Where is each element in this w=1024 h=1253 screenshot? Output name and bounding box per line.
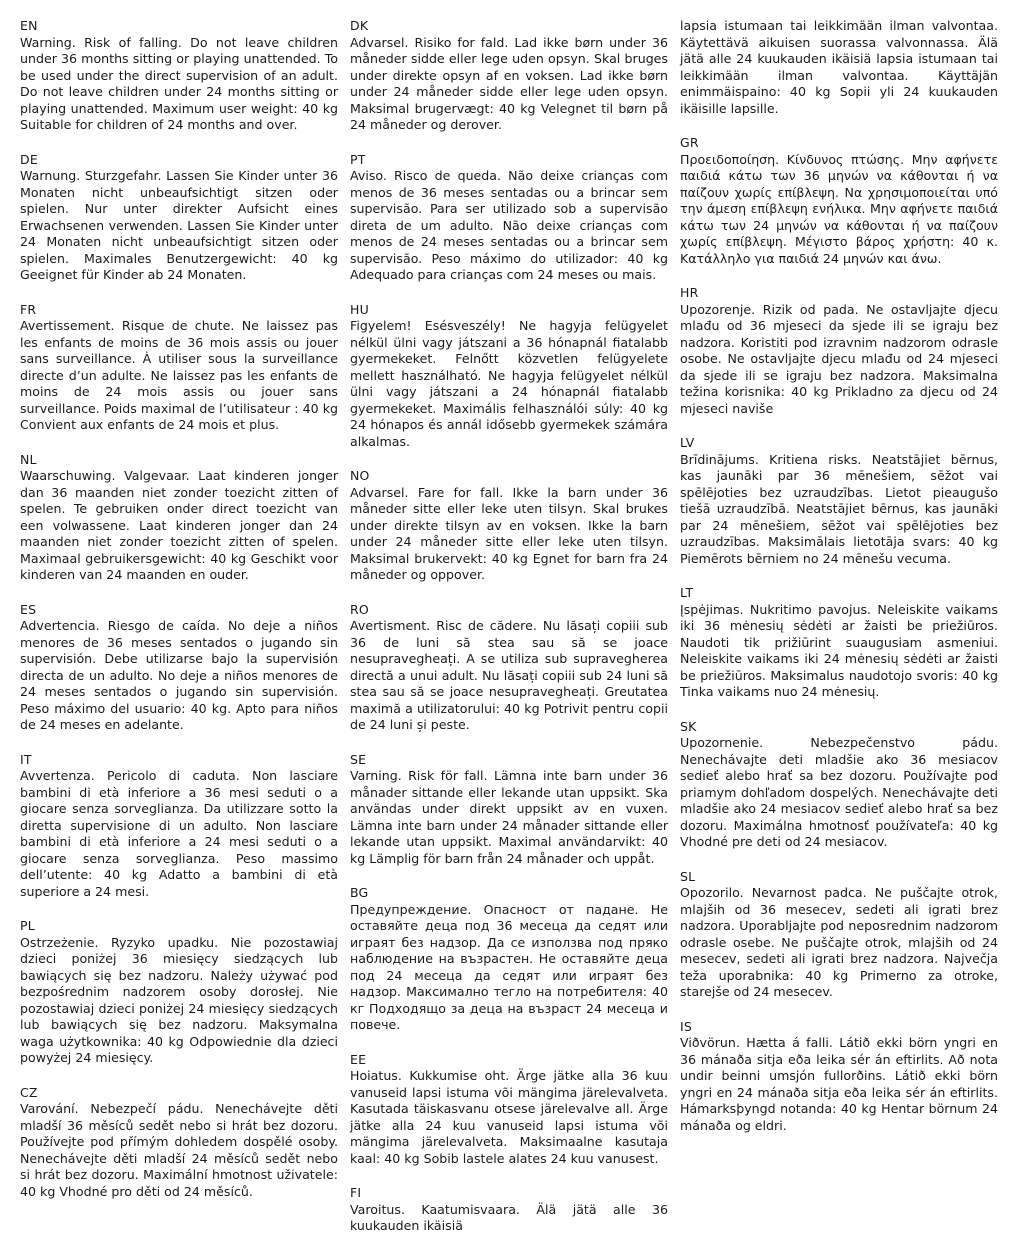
language-code: NO [350,468,370,483]
warning-text: Viðvörun. Hætta á falli. Látið ekki börn yngri en 36 mánaða sitja eða leika sér án eftirlits. Að nota undir beinni umsjón fullorðins. Látið ekki börn yngri en 24 mánaða sitja eða leika sér án eftirlits. Hámarksþyngd notanda: 40 kg Hentar börnum 24 mánaða og eldri. [680,1035,998,1133]
warning-text: Advarsel. Risiko for fald. Lad ikke børn under 36 måneder sidde eller lege uden opsyn. Skal bruges under direkte opsyn af en voksen. Lad ikke børn under 24 måneder sidde eller lege uden opsyn. Maksimal brugervægt: 40 kg Velegnet til børn på 24 måneder og derover. [350,34,668,132]
language-code: IS [680,1018,693,1034]
warning-text: Figyelem! Esésveszély! Ne hagyja felügyelet nélkül ülni vagy játszani a 36 hónapnál fiatalabb gyermekeket. Felnőtt közvetlen felügyelete mellett használható. Ne hagyja felügyelet nélkül ülni vagy játszani a 24 hónapnál fiatalabb gyermekeket. Maximális felhasználói súly: 40 kg 24 hónapos és annál idősebb gyermekek számára alkalmas. [350,318,668,449]
warning-text: Ostrzeżenie. Ryzyko upadku. Nie pozostawiaj dzieci poniżej 36 miesięcy siedzących lub bawiących się bez nadzoru. Należy używać pod bezpośrednim nadzorem osoby dorosłej. Nie pozostawiaj dzieci poniżej 24 miesięcy siedzących lub bawiących się bez nadzoru. Maksymalna waga użytkownika: 40 kg Odpowiednie dla dzieci powyżej 24 miesięcy. [20,934,338,1065]
language-code: LT [680,585,694,600]
language-code: LV [680,435,695,450]
warning-text: Hoiatus. Kukkumise oht. Ärge jätke alla 36 kuu vanuseid lapsi istuma või mängima järelevalveta. Kasutada täiskasvanu otsese järelevalve all. Ärge jätke alla 24 kuu vanuseid lapsi istuma või mängima järelevalveta. Maksimaalne kasutaja kaal: 40 kg Sobib lastele alates 24 kuu vanusest. [350,1068,668,1166]
language-code: BG [350,885,369,900]
language-code: EE [350,1051,367,1067]
warning-block-hr [680,285,998,417]
warning-block-pl [20,918,338,1067]
warning-text: Varoitus. Kaatumisvaara. Älä jätä alle 36 kuukauden ikäisiä [350,1201,668,1233]
warning-block-it [20,752,338,901]
warning-block-hu [350,302,668,451]
language-code: FR [20,301,37,317]
language-code: CZ [20,1084,38,1100]
language-code: ES [20,601,37,617]
language-code: DK [350,18,369,33]
warning-text: Opozorilo. Nevarnost padca. Ne puščajte otrok, mlajših od 36 mesecev, sedeti ali igrati brez nadzora. Uporabljajte pod neposrednim nadzorom odrasle osebe. Ne puščajte otrok, mlajših od 24 mesecev, sedeti ali igrati brez nadzora. Največja teža uporabnika: 40 kg Primerno za otroke, starejše od 24 mesecev. [680,885,998,999]
language-code: PL [20,918,35,933]
warning-text: Предупреждение. Опасност от падане. Не оставяйте деца под 36 месеца да седят или играят без надзор. Да се използва под пряко наблюдение на възрастен. Не оставяйте деца под 24 месеца да седят или играят без надзор. Максимално тегло на потребителя: 40 кг Подходящо за деца на възраст 24 месеца и повече. [350,901,668,1032]
warning-block-sk [680,719,998,851]
language-code: SK [680,718,697,734]
warning-text: Advertencia. Riesgo de caída. No deje a niños menores de 36 meses sentados o jugando sin supervisión. Debe utilizarse bajo la supervisión directa de un adulto. No deje a niños menores de 24 meses sentados o jugando sin supervisión. Peso máximo del usuario: 40 kg. Apto para niños de 24 meses en adelante. [20,618,338,732]
warning-block-no [350,468,668,584]
warning-text: Avertissement. Risque de chute. Ne laissez pas les enfants de moins de 36 mois assis ou jouer sans surveillance. À utiliser sous la surveillance directe d’un adulte. Ne laissez pas les enfants de moins de 24 mois assis ou jouer sans surveillance. Poids maximal de l’utilisateur : 40 kg Convient aux enfants de 24 mois et plus. [20,318,338,432]
warning-block-is [680,1019,998,1135]
warning-text: Advarsel. Fare for fall. Ikke la barn under 36 måneder sitte eller leke uten tilsyn. Skal brukes under direkte tilsyn av en voksen. Ikke la barn under 24 måneder sitte eller leke uten tilsyn. Maksimal brukervekt: 40 kg Egnet for barn fra 24 måneder og oppover. [350,484,668,582]
warning-text: Avertisment. Risc de cădere. Nu lăsați copiii sub 36 de luni să stea sau să se joace nesupravegheați. A se utiliza sub supravegherea directă a unui adult. Nu lăsați copiii sub 24 luni să stea sau să se joace nesupravegheați. Greutatea maximă a utilizatorului: 40 kg Potrivit pentru copii de 24 luni și peste. [350,618,668,732]
column-1 [20,18,350,1253]
warning-block-gr [680,135,998,267]
language-code: SL [680,868,696,884]
language-code: HU [350,301,369,317]
language-code: PT [350,151,366,167]
warning-text: Upozorenje. Rizik od pada. Ne ostavljajte djecu mlađu od 36 mjeseci da sjede ili se igraju bez nadzora. Koristiti pod izravnim nadzorom odrasle osobe. Ne ostavljajte djecu mlađu od 24 mjeseci da sjede ili se igraju bez nadzora. Maksimalna težina korisnika: 40 kg Prikladno za djecu od 24 mjeseci naviše [680,301,998,416]
language-code: GR [680,135,699,150]
warning-text: Warning. Risk of falling. Do not leave children under 36 months sitting or playing unattended. To be used under the direct supervision of an adult. Do not leave children under 24 months sitting or playing unattended. Maximum user weight: 40 kg Suitable for children of 24 months and over. [20,34,338,132]
warning-text: Varning. Risk för fall. Lämna inte barn under 36 månader sittande eller lekande utan uppsikt. Ska användas under direkt uppsikt av en vuxen. Lämna inte barn under 24 månader sittande eller lekande utan uppsikt. Maximal användarvikt: 40 kg Lämplig för barn från 24 månader och uppåt. [350,768,668,866]
warning-block-dk [350,18,668,134]
warning-block-lv [680,435,998,567]
warning-text: Varování. Nebezpečí pádu. Nenechávejte děti mladší 36 měsíců sedět nebo si hrát bez dozoru. Používejte pod přímým dohledem dospělé osoby. Nenechávejte děti mladší 24 měsíců sedět nebo si hrát bez dozoru. Maximální hmotnost uživatele: 40 kg Vhodné pro děti od 24 měsíců. [20,1101,338,1199]
language-code: HR [680,285,699,300]
language-code: NL [20,451,37,467]
warning-block-en [20,18,338,134]
warning-block-pt [350,152,668,284]
warning-text: Warnung. Sturzgefahr. Lassen Sie Kinder unter 36 Monaten nicht unbeaufsichtigt sitzen oder spielen. Nur unter direkter Aufsicht eines Erwachsenen verwenden. Lassen Sie Kinder unter 24 Monaten nicht unbeaufsichtigt sitzen oder spielen. Maximales Benutzergewicht: 40 kg Geeignet für Kinder ab 24 Monaten. [20,168,338,282]
warning-block-es [20,602,338,734]
warning-block-ro [350,602,668,734]
warning-text: Brīdinājums. Kritiena risks. Neatstājiet bērnus, kas jaunāki par 36 mēnešiem, sēžot vai spēlējoties bez uzraudzības. Lietot pieaugušo tiešā uzraudzībā. Neatstājiet bērnus, kas jaunāki par 24 mēnešiem, sēžot vai spēlējoties bez uzraudzības. Maksimālais lietotāja svars: 40 kg Piemērots bērniem no 24 mēnešu vecuma. [680,451,998,566]
warning-block-cz [20,1085,338,1201]
warning-block-lt [680,585,998,701]
warning-label-sheet [20,18,1010,1233]
warning-block-fr [20,302,338,434]
language-code: FI [350,1185,362,1200]
warning-block-de [20,152,338,284]
language-code: RO [350,601,369,617]
language-code: IT [20,751,32,767]
warning-text: Aviso. Risco de queda. Não deixe crianças com menos de 36 meses sentadas ou a brincar sem supervisão. Para ser utilizado sob a supervisão direta de um adulto. Não deixe crianças com menos de 24 meses sentadas ou a brincar sem supervisão. Peso máximo do utilizador: 40 kg Adequado para crianças com 24 meses ou mais. [350,168,668,282]
warning-block-ee [350,1052,668,1168]
warning-text: Προειδοποίηση. Κίνδυνος πτώσης. Μην αφήνετε παιδιά κάτω των 36 μηνών να κάθονται ή να παίζουν χωρίς επίβλεψη. Να χρησιμοποιείται υπό την άμεση επίβλεψη ενήλικα. Μην αφήνετε παιδιά κάτω των 24 μηνών να κάθονται ή να παίζουν χωρίς επίβλεψη. Μέγιστο βάρος χρήστη: 40 κ. Κατάλληλο για παιδιά 24 μηνών και άνω. [680,151,998,266]
warning-text: Upozornenie. Nebezpečenstvo pádu. Nenechávajte deti mladšie ako 36 mesiacov sedieť alebo hrať sa bez dozoru. Používajte pod priamym dohľadom dospelých. Nenechávajte deti mladšie ako 24 mesiacov sedieť alebo hrať sa bez dozoru. Maximálna hmotnosť používateľa: 40 kg Vhodné pre deti od 24 mesiacov. [680,735,998,849]
warning-block-fi-continued [680,18,998,117]
warning-text: lapsia istumaan tai leikkimään ilman valvontaa. Käytettävä aikuisen suorassa valvonnassa. Älä jätä alle 24 kuukauden ikäisiä lapsia istumaan tai leikkimään ilman valvontaa. Käyttäjän enimmäispaino: 40 kg Sopii yli 24 kuukauden ikäisille lapsille. [680,18,998,116]
warning-block-se [350,752,668,868]
warning-block-nl [20,452,338,584]
warning-text: Įspėjimas. Nukritimo pavojus. Neleiskite vaikams iki 36 mėnesių sėdėti ar žaisti be priežiūros. Naudoti tik prižiūrint suaugusiam asmeniui. Neleiskite vaikams iki 24 mėnesių sėdėti ar žaisti be priežiūros. Maksimalus naudotojo svoris: 40 kg Tinka vaikams nuo 24 mėnesių. [680,601,998,699]
language-code: EN [20,18,38,33]
warning-block-fi [350,1185,668,1235]
warning-text: Avvertenza. Pericolo di caduta. Non lasciare bambini di età inferiore a 36 mesi seduti o a giocare senza sorveglianza. Da utilizzare sotto la diretta supervisione di un adulto. Non lasciare bambini di età inferiore a 24 mesi seduti o a giocare senza sorveglianza. Peso massimo dell’utente: 40 kg Adatto a bambini di età superiore a 24 mesi. [20,768,338,899]
language-code: SE [350,751,367,767]
warning-block-sl [680,869,998,1001]
warning-block-bg [350,885,668,1034]
language-code: DE [20,151,38,167]
warning-text: Waarschuwing. Valgevaar. Laat kinderen jonger dan 36 maanden niet zonder toezicht zitten of spelen. Te gebruiken onder direct toezicht van een volwassene. Laat kinderen jonger dan 24 maanden niet zonder toezicht zitten of spelen. Maximaal gebruikersgewicht: 40 kg Geschikt voor kinderen van 24 maanden en ouder. [20,468,338,582]
column-3 [680,18,1010,1253]
column-2 [350,18,680,1253]
